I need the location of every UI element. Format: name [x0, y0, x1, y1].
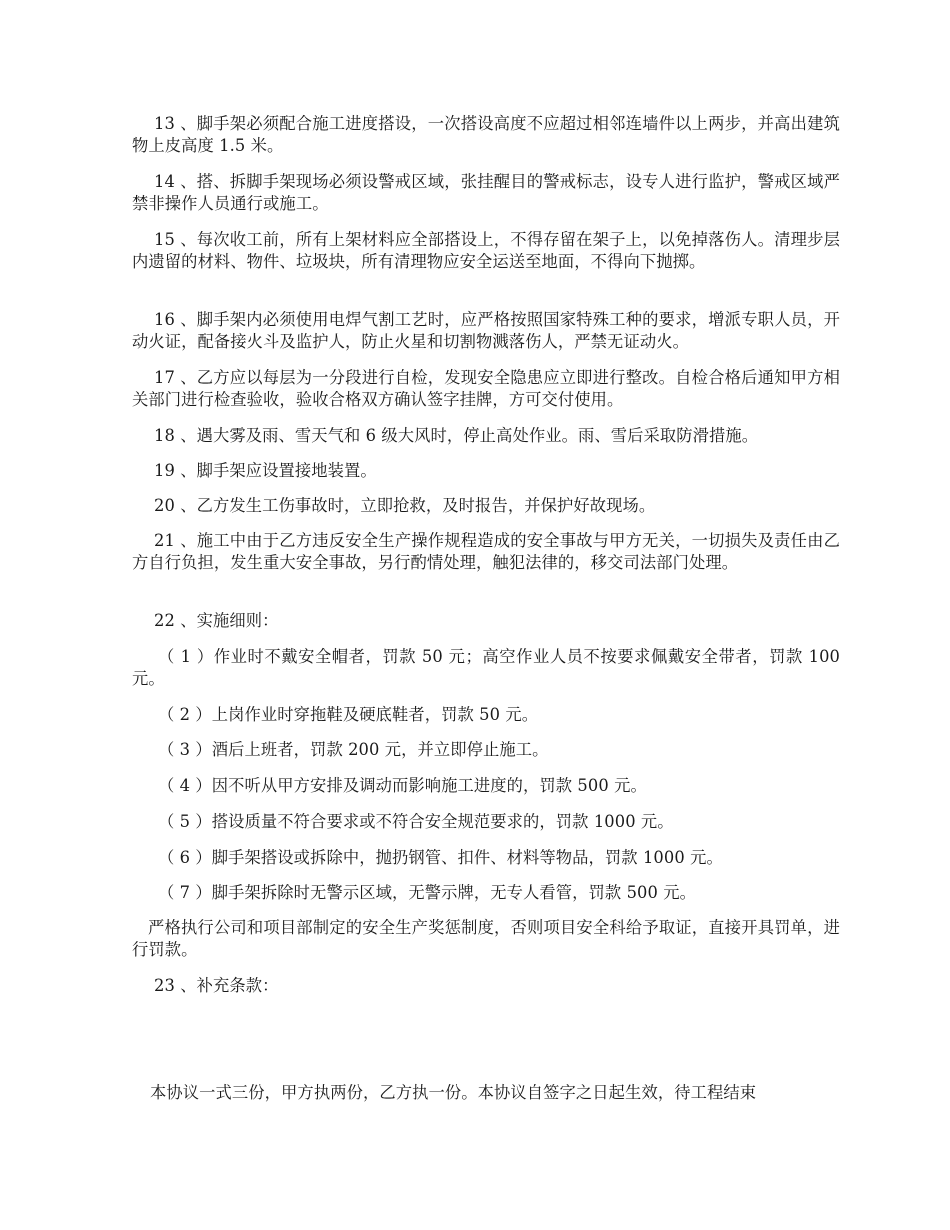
penalty-policy-note: 严格执行公司和项目部制定的安全生产奖惩制度，否则项目安全科给予取证，直接开具罚单，进行罚款。 [132, 918, 840, 959]
clause-21: 21 、施工中由于乙方违反安全生产操作规程造成的安全事故与甲方无关，一切损失及责任由乙方自行负担，发生重大安全事故，另行酌情处理，触犯法律的，移交司法部门处理。 [132, 531, 840, 572]
rule-4: （ 4 ）因不听从甲方安排及调动而影响施工进度的，罚款 500 元。 [158, 776, 647, 795]
rule-7: （ 7 ）脚手架拆除时无警示区域，无警示牌，无专人看管，罚款 500 元。 [158, 883, 696, 902]
rule-3: （ 3 ）酒后上班者，罚款 200 元，并立即停止施工。 [158, 740, 549, 759]
clause-23-heading: 23 、补充条款： [154, 976, 279, 995]
clause-20: 20 、乙方发生工伤事故时，立即抢救，及时报告，并保护好故现场。 [154, 496, 656, 515]
rule-2: （ 2 ）上岗作业时穿拖鞋及硬底鞋者，罚款 50 元。 [158, 705, 539, 724]
clause-14: 14 、搭、拆脚手架现场必须设警戒区域，张挂醒目的警戒标志，设专人进行监护，警戒区域严禁非操作人员通行或施工。 [132, 172, 840, 213]
clause-16: 16 、脚手架内必须使用电焊气割工艺时，应严格按照国家特殊工种的要求，增派专职人员，开动火证，配备接火斗及监护人，防止火星和切割物溅落伤人，严禁无证动火。 [132, 310, 840, 351]
rule-6: （ 6 ）脚手架搭设或拆除中，抛扔钢管、扣件、材料等物品，罚款 1000 元。 [158, 848, 723, 867]
clause-22-heading: 22 、实施细则： [154, 611, 279, 630]
clause-18: 18 、遇大雾及雨、雪天气和 6 级大风时，停止高处作业。雨、雪后采取防滑措施。 [154, 426, 759, 445]
clause-19: 19 、脚手架应设置接地装置。 [154, 461, 377, 480]
clause-13: 13 、脚手架必须配合施工进度搭设，一次搭设高度不应超过相邻连墙件以上两步，并高出建筑物上皮高度 1.5 米。 [132, 114, 840, 155]
clause-17: 17 、乙方应以每层为一分段进行自检，发现安全隐患应立即进行整改。自检合格后通知甲方相关部门进行检查验收，验收合格双方确认签字挂牌，方可交付使用。 [132, 368, 840, 409]
agreement-closing: 本协议一式三份，甲方执两份，乙方执一份。本协议自签字之日起生效，待工程结束 [150, 1083, 757, 1102]
clause-15: 15 、每次收工前，所有上架材料应全部搭设上，不得存留在架子上，以免掉落伤人。清理步层内遗留的材料、物件、垃圾块，所有清理物应安全运送至地面，不得向下抛掷。 [132, 230, 840, 271]
rule-1: （ 1 ）作业时不戴安全帽者，罚款 50 元；高空作业人员不按要求佩戴安全带者，罚款 100 元。 [132, 647, 840, 688]
rule-5: （ 5 ）搭设质量不符合要求或不符合安全规范要求的，罚款 1000 元。 [158, 812, 674, 831]
